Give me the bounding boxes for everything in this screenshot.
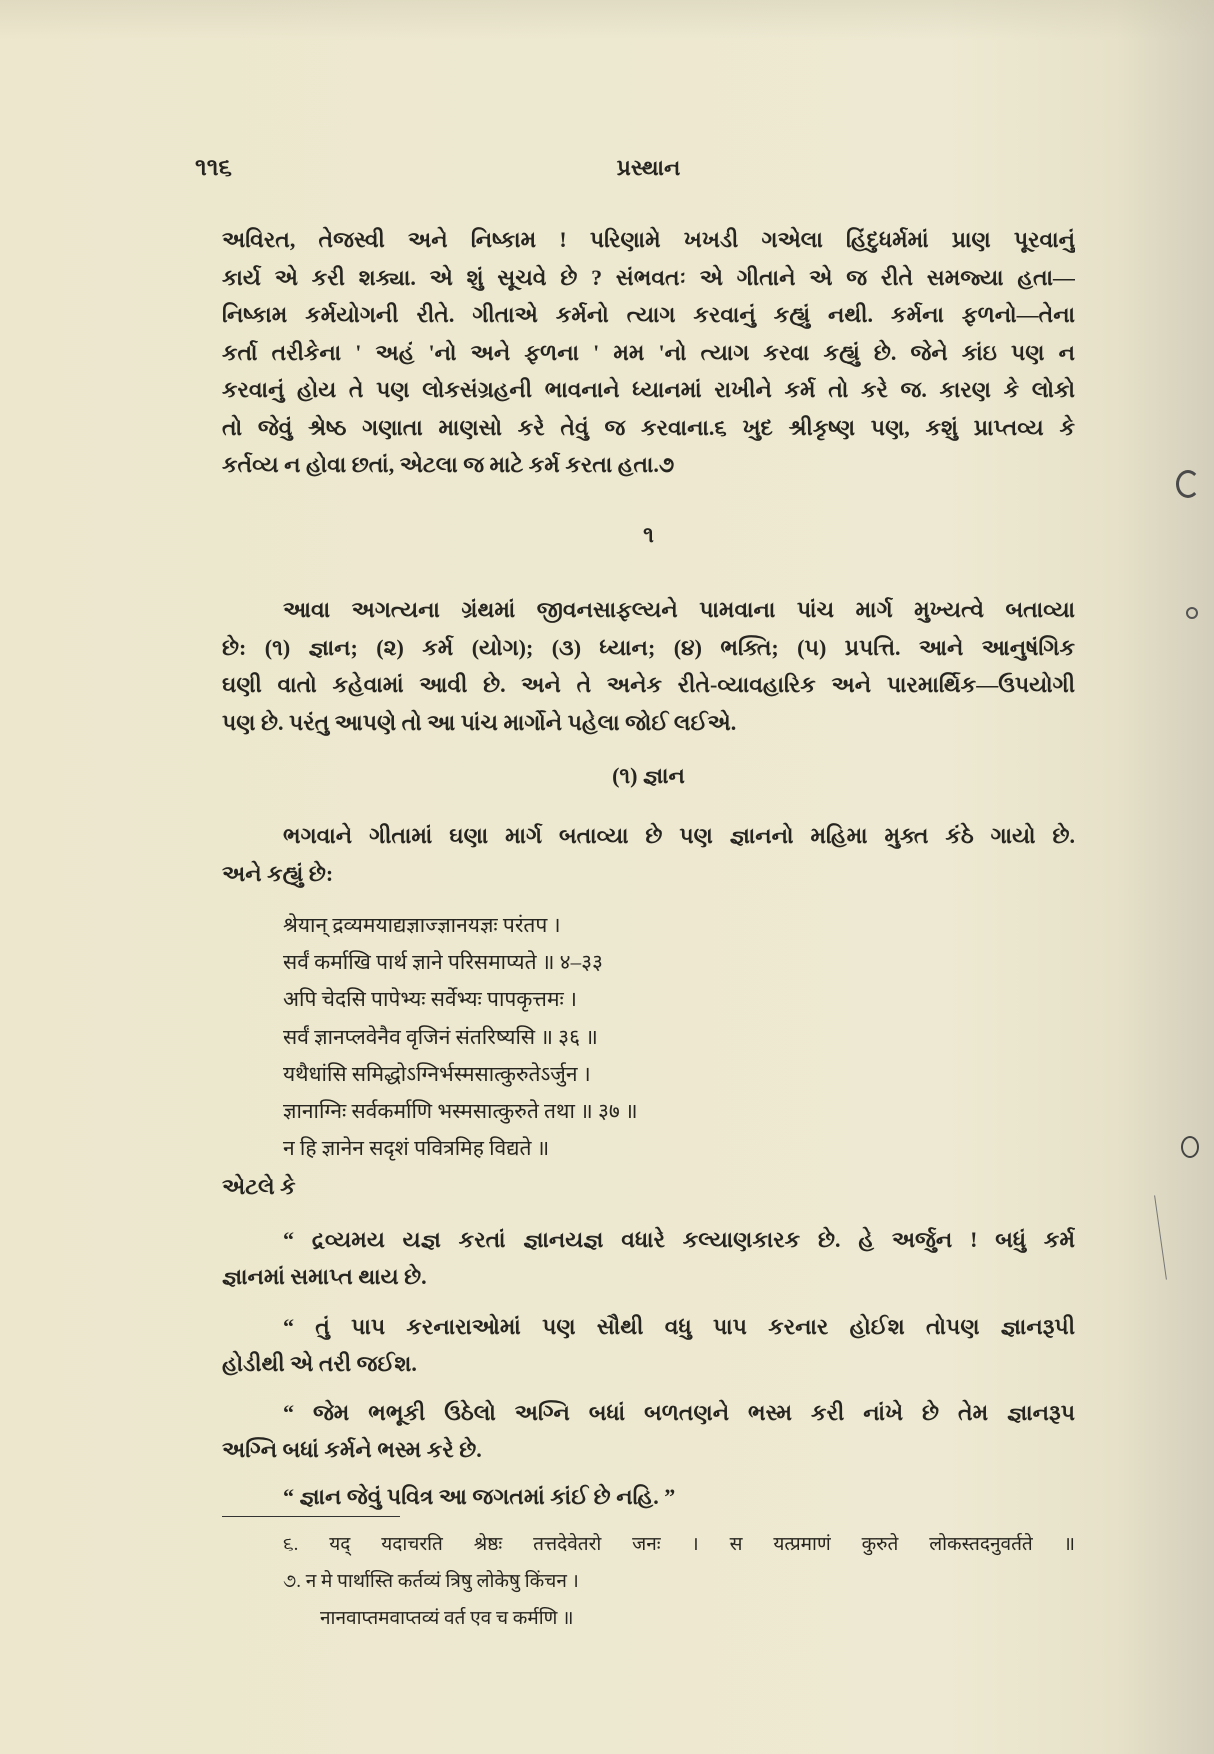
quote-2 — [222, 1309, 1075, 1382]
paragraph-line: અને કહ્યું છે: — [222, 860, 334, 886]
punch-hole-mark — [1186, 607, 1198, 619]
footnote-marker: ૭. — [283, 1571, 301, 1592]
subheading: (૧) જ્ઞાન — [612, 763, 685, 788]
footnote-7 — [222, 1563, 1075, 1600]
paragraph-line: કર્તવ્ય ન હોવા છતાં, એટલા જ માટે કર્મ કરતા હતા.૭ — [222, 452, 675, 477]
verse-line: अपि चेदसि पापेभ्यः सर्वेभ्यः पापकृत्तमः । — [283, 987, 577, 1012]
paragraph-1 — [222, 221, 1075, 484]
verse-line: ज्ञानाग्निः सर्वकर्माणि भस्मसात्कुरुते तथा ॥ ३७ ॥ — [283, 1098, 638, 1123]
footnote-marker: ૬. — [283, 1534, 299, 1555]
paragraph-line: પણ છે. પરંતુ આપણે તો આ પાંચ માર્ગોને પહેલા જોઈ લઈએ. — [222, 709, 737, 735]
quote-line: “ જેમ ભભૂકી ઉઠેલો અગ્નિ બધાં બળતણને ભસ્મ કરી નાંખે છે તેમ જ્ઞાનરૂપ — [283, 1400, 1075, 1425]
quote-1 — [222, 1222, 1075, 1295]
quote-4 — [222, 1479, 1075, 1516]
footnote-7-continuation: नानवाप्तमवाप्तव्यं वर्त एव च कर्मणि ॥ — [320, 1608, 574, 1629]
section-number: ૧ — [643, 522, 654, 547]
paragraph-line: છે: (૧) જ્ઞાન; (૨) કર્મ (યોગ); (૩) ધ્યાન; (૪) ભક્તિ; (૫) પ્રપત્તિ. આને આનુષંગિક — [222, 634, 1075, 660]
paragraph-3 — [222, 817, 1075, 892]
paragraph-line: આવા અગત્યના ગ્રંથમાં જીવનસાફલ્યને પામવાના પાંચ માર્ગ મુખ્યત્વે બતાવ્યા — [283, 597, 1075, 622]
paragraph-line: ઘણી વાતો કહેવામાં આવી છે. અને તે અનેક રીતે-વ્યાવહારિક અને પારમાર્થિક—ઉપયોગી — [222, 672, 1075, 697]
verse-line: न हि ज्ञानेन सदृशं पवित्रमिह विद्यते ॥ — [283, 1136, 550, 1161]
paragraph-line: કરવાનું હોય તે પણ લોકસંગ્રહની ભાવનાને ધ્યાનમાં રાખીને કર્મ તો કરે જ. કારણ કે લોકો — [222, 377, 1075, 402]
quote-line: જ્ઞાનમાં સમાપ્ત થાય છે. — [222, 1263, 427, 1289]
quote-3 — [222, 1395, 1075, 1468]
footnote-text: यद् यदाचरति श्रेष्ठः तत्तदेवेतरो जनः । स यत्प्रमाणं कुरुते लोकस्तदनुवर्तते ॥ — [329, 1534, 1075, 1555]
page-edge-shadow — [0, 0, 1214, 40]
quote-line: “ તું પાપ કરનારાઓમાં પણ સૌથી વધુ પાપ કરનાર હોઈશ તોપણ જ્ઞાનરૂપી — [283, 1314, 1075, 1339]
page-number: ૧૧૬ — [195, 155, 232, 181]
footnote-6 — [222, 1526, 1075, 1563]
paragraph-line: અવિરત, તેજસ્વી અને નિષ્કામ ! પરિણામે ખખડી ગએલા હિંદુધર્મમાં પ્રાણ પૂરવાનું — [222, 227, 1075, 252]
paragraph-line: નિષ્કામ કર્મયોગની રીતે. ગીતાએ કર્મનો ત્યાગ કરવાનું કહ્યું નથી. કર્મના ફળનો—તેના — [222, 302, 1075, 327]
paragraph-2 — [222, 591, 1075, 741]
footnote-text: न मे पार्थास्ति कर्तव्यं त्रिषु लोकेषु किंचन । — [305, 1571, 579, 1592]
punch-hole-mark — [1176, 470, 1200, 498]
paragraph-line: કાર્ય એ કરી શક્યા. એ શું સૂચવે છે ? સંભવતઃ એ ગીતાને એ જ રીતે સમજ્યા હતા— — [222, 264, 1075, 290]
paragraph-line: તો જેવું શ્રેષ્ઠ ગણાતા માણસો કરે તેવું જ કરવાના.૬ ખુદ શ્રીકૃષ્ણ પણ, કશું પ્રાપ્તવ્ય કે — [222, 414, 1075, 440]
verse-line: सर्वं ज्ञानप्लवेनैव वृजिनं संतरिष्यसि ॥ ३६ ॥ — [283, 1024, 598, 1049]
punch-hole-mark — [1181, 1136, 1199, 1158]
sanskrit-verse — [222, 907, 1075, 1167]
verse-line: यथैधांसि समिद्धोऽग्निर्भस्मसात्कुरुतेऽर्जुन । — [283, 1061, 591, 1086]
subheading-block — [222, 757, 1075, 795]
connector-text: એટલે કે — [222, 1174, 296, 1199]
quote-line: “ દ્રવ્યમય યજ્ઞ કરતાં જ્ઞાનયજ્ઞ વધારે કલ્યાણકારક છે. હે અર્જુન ! બધું કર્મ — [283, 1227, 1075, 1252]
verse-line: सर्वं कर्माखि पार्थ ज्ञाने परिसमाप्यते ॥ ४–३३ — [283, 950, 603, 975]
section-heading — [222, 516, 1075, 554]
footnotes — [222, 1526, 1075, 1637]
paragraph-line: કર્તા તરીકેના ' અહં 'નો અને ફળના ' મમ 'નો ત્યાગ કરવા કહ્યું છે. જેને કાંઇ પણ ન — [222, 339, 1075, 365]
quote-line: હોડીથી એ તરી જઈશ. — [222, 1350, 417, 1376]
verse-line: श्रेयान् द्रव्यमयाद्यज्ञाज्ज्ञानयज्ञः परंतप । — [283, 913, 561, 937]
footnote-rule — [222, 1516, 400, 1517]
connector-block — [222, 1168, 1075, 1206]
running-title: પ્રસ્થાન — [616, 155, 681, 180]
paragraph-line: ભગવાને ગીતામાં ઘણા માર્ગ બતાવ્યા છે પણ જ્ઞાનનો મહિમા મુક્ત કંઠે ગાયો છે. — [283, 823, 1075, 848]
quote-line: “ જ્ઞાન જેવું પવિત્ર આ જગતમાં કાંઈ છે નહિ. ” — [283, 1484, 676, 1509]
scan-scratch-mark — [1154, 1195, 1167, 1279]
quote-line: અગ્નિ બધાં કર્મને ભસ્મ કરે છે. — [222, 1436, 482, 1462]
